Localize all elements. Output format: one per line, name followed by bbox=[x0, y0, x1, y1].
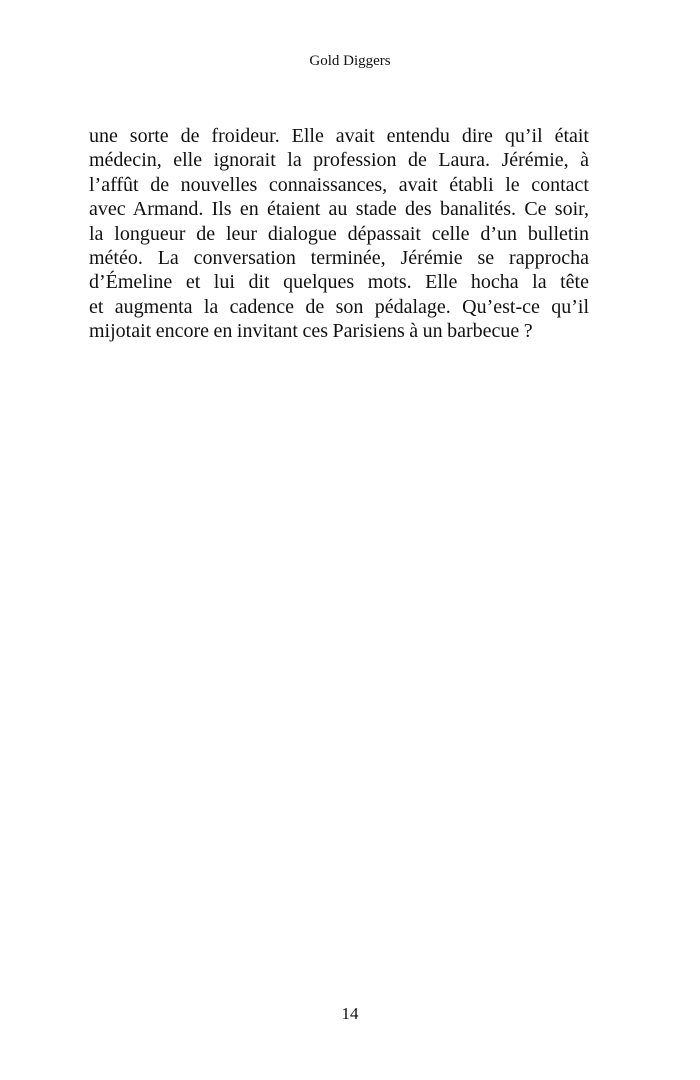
text-line: l’affût de nouvelles connaissances, avait établi le contact bbox=[89, 173, 589, 196]
text-line: médecin, elle ignorait la profession de Laura. Jérémie, à bbox=[89, 149, 589, 172]
body-paragraph bbox=[89, 124, 589, 344]
text-line: météo. La conversation terminée, Jérémie se rapprocha bbox=[89, 246, 589, 269]
text-line: une sorte de froideur. Elle avait entendu dire qu’il était bbox=[89, 125, 589, 147]
text-line: d’Émeline et lui dit quelques mots. Elle hocha la tête bbox=[89, 271, 589, 294]
text-line: la longueur de leur dialogue dépassait celle d’un bulletin bbox=[89, 222, 589, 245]
page-number: 14 bbox=[341, 1004, 359, 1023]
text-line: mijotait encore en invitant ces Parisiens à un barbecue ? bbox=[89, 320, 533, 343]
running-header: Gold Diggers bbox=[309, 53, 391, 69]
text-line: avec Armand. Ils en étaient au stade des banalités. Ce soir, bbox=[89, 198, 589, 221]
text-line: et augmenta la cadence de son pédalage. Qu’est-ce qu’il bbox=[89, 295, 589, 318]
